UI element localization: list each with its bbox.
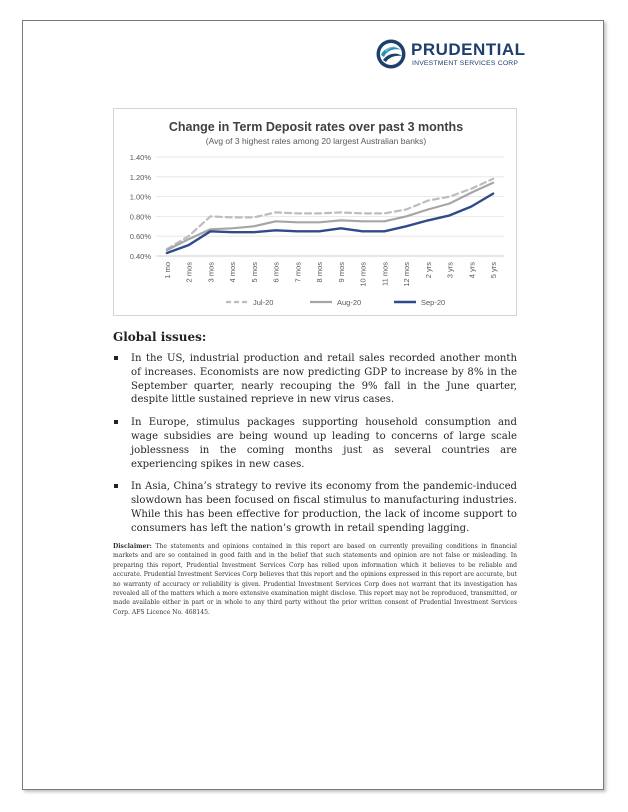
legend-label: Sep-20 [421,298,446,307]
y-tick-label: 1.00% [129,192,151,202]
y-tick-label: 1.40% [129,153,151,162]
series-line-sep-20 [167,194,493,253]
bullet-square-icon [114,356,118,360]
y-tick-label: 0.80% [129,212,151,222]
series-line-jul-20 [167,179,493,249]
legend-label: Aug-20 [337,298,362,307]
x-tick-label: 12 mos [402,262,412,287]
x-axis [163,262,498,287]
chart-title: Change in Term Deposit rates over past 3 months [168,120,464,134]
x-tick-label: 7 mos [293,262,303,283]
chart-subtitle: (Avg of 3 highest rates among 20 largest Australian banks) [205,136,427,146]
x-tick-label: 1 mo [162,262,172,279]
bullet-text-europe: In Europe, stimulus packages supporting household consumption and wage subsidies are being wound up leading to concerns of large scale joblessness in the coming months just as several countries are experiencing spikes in new cases. [131,417,517,470]
x-tick-label: 9 mos [336,262,346,283]
bullet-text-asia: In Asia, China’s strategy to revive its economy from the pandemic-induced slowdown has been focused on fiscal stimulus to manufacturing industries. While this has been effective for production, the lack of income support to consumers has left the nation’s growth in retail spending lagging. [131,481,517,534]
x-tick-label: 3 mos [206,262,216,283]
x-tick-label: 6 mos [271,262,281,283]
x-tick-label: 8 mos [315,262,325,283]
company-name: PRUDENTIAL [411,40,526,59]
list-item [113,416,517,471]
x-tick-label: 3 yrs [445,262,455,279]
x-tick-label: 10 mos [358,262,368,287]
term-deposit-chart [113,108,517,316]
y-axis [130,153,152,261]
x-tick-label: 5 mos [249,262,259,283]
disclaimer-text: The statements and opinions contained in this report are based on currently prevailing conditions in financial markets and are so contained in good faith and in the belief that such statements and opinion are not false or misleading. In preparing this report, Prudential Investment Services Corp has relied upon information which it believes to be reliable and accurate. Prudential Investment Services Corp believes that this report and the opinions expressed in this report are accurate, but no warranty of accuracy or reliability is given. Prudential Investment Services Corp does not warrant that its investigation has revealed all of the matters which a more extensive examination might disclose. This report may not be reproduced, transmitted, or made available either in part or in whole to any third party without the prior written consent of Prudential Investment Services Corp. AFS Licence No. 468145. [113,543,517,616]
chart-legend [226,298,445,307]
disclaimer-label: Disclaimer: [113,543,152,550]
list-item [113,352,517,407]
x-tick-label: 2 mos [184,262,194,283]
disclaimer [113,542,517,617]
list-item [113,480,517,535]
legend-label: Jul-20 [253,298,274,307]
globe-swirl-icon [375,38,407,70]
y-tick-label: 0.60% [129,232,151,242]
company-subtitle: INVESTMENT SERVICES CORP [412,60,519,67]
gridlines [156,157,504,256]
bullet-square-icon [114,420,118,424]
y-tick-label: 1.20% [129,172,151,182]
bullet-square-icon [114,484,118,488]
bullet-text-us: In the US, industrial production and retail sales recorded another month of increases. Economists are now predicting GDP to increase by 8% in the September quarter, nearly recouping the 9% fall in the June quarter, despite little sustained reprieve in new virus cases. [131,353,517,406]
line-chart [114,109,518,317]
x-tick-label: 11 mos [380,262,390,287]
x-tick-label: 4 yrs [467,262,477,279]
series-lines [167,179,493,253]
company-logo [375,38,526,72]
y-tick-label: 0.40% [129,252,151,261]
section-heading: Global issues: [113,330,207,344]
global-issues-list [113,352,517,545]
x-tick-label: 5 yrs [489,262,499,279]
x-tick-label: 4 mos [228,262,238,283]
x-tick-label: 2 yrs [423,262,433,279]
